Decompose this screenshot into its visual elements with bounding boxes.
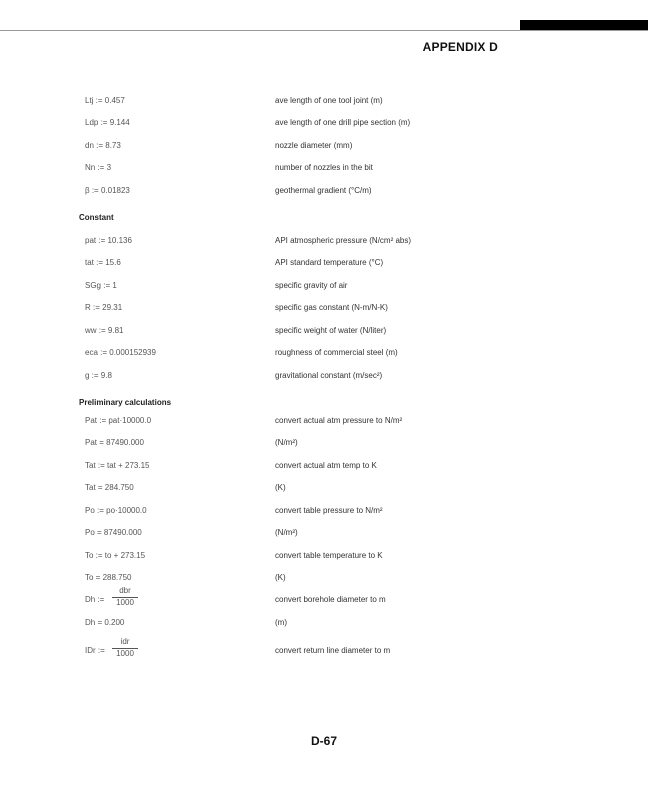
equation-row (0, 573, 648, 589)
equation-description: (m) (275, 618, 287, 627)
equation-lhs: β := 0.01823 (85, 186, 130, 195)
equation-description: number of nozzles in the bit (275, 163, 373, 172)
equation-row (0, 371, 648, 387)
equation-description: ave length of one drill pipe section (m) (275, 118, 411, 127)
fraction-numerator: idr (120, 637, 130, 646)
equation-row (0, 236, 648, 252)
equation-lhs: pat := 10.136 (85, 236, 132, 245)
fraction-equation-row (0, 637, 648, 662)
equation-description: specific gravity of air (275, 281, 348, 290)
equation-row (0, 96, 648, 112)
equation-lhs: dn := 8.73 (85, 141, 121, 150)
equation-description: convert actual atm pressure to N/m² (275, 416, 403, 425)
page-number: D-67 (310, 734, 337, 748)
equation-description: specific weight of water (N/liter) (275, 326, 387, 335)
equation-lhs: Dh = 0.200 (85, 618, 125, 627)
equation-lhs: To := to + 273.15 (85, 551, 146, 560)
equation-row (0, 141, 648, 157)
equation-lhs: Tat := tat + 273.15 (85, 461, 150, 470)
equation-lhs: eca := 0.000152939 (85, 348, 156, 357)
equation-lhs: R := 29.31 (85, 303, 123, 312)
equation-description: convert actual atm temp to K (275, 461, 377, 470)
fraction (110, 586, 140, 616)
equation-description: API standard temperature (°C) (275, 258, 384, 267)
fraction-lhs-prefix: Dh := (85, 595, 105, 604)
equation-row (0, 186, 648, 202)
equation-description: convert table pressure to N/m² (275, 506, 383, 515)
equation-description: convert borehole diameter to m (275, 595, 386, 604)
equation-description: convert return line diameter to m (275, 646, 391, 655)
equation-description: (K) (275, 483, 286, 492)
section-heading-constant: Constant (79, 213, 114, 222)
equation-row (0, 618, 648, 634)
equation-description: nozzle diameter (mm) (275, 141, 353, 150)
equation-description: (N/m²) (275, 528, 298, 537)
equation-lhs: Nn := 3 (85, 163, 112, 172)
equation-row (0, 461, 648, 477)
equation-row (0, 483, 648, 499)
appendix-label: APPENDIX D (422, 40, 498, 54)
equation-row (0, 258, 648, 274)
equation-lhs: Po = 87490.000 (85, 528, 142, 537)
equation-row (0, 416, 648, 432)
equation-description: (N/m²) (275, 438, 298, 447)
equation-lhs: Ltj := 0.457 (85, 96, 125, 105)
header-rule (0, 30, 648, 31)
fraction-denominator: 1000 (116, 649, 134, 658)
equation-lhs: ww := 9.81 (85, 326, 124, 335)
fraction-numerator: dbr (119, 586, 131, 595)
equation-description: ave length of one tool joint (m) (275, 96, 383, 105)
equation-description: API atmospheric pressure (N/cm² abs) (275, 236, 412, 245)
fraction-denominator: 1000 (116, 598, 134, 607)
equation-lhs: g := 9.8 (85, 371, 112, 380)
equation-description: geothermal gradient (°C/m) (275, 186, 372, 195)
equation-row (0, 528, 648, 544)
equation-lhs: Ldp := 9.144 (85, 118, 130, 127)
equation-description: roughness of commercial steel (m) (275, 348, 398, 357)
equation-row (0, 163, 648, 179)
equation-description: convert table temperature to K (275, 551, 383, 560)
fraction-equation-row (0, 586, 648, 611)
equation-lhs: Pat := pat·10000.0 (85, 416, 152, 425)
fraction (110, 637, 140, 667)
section-heading-preliminary: Preliminary calculations (79, 398, 172, 407)
equation-row (0, 506, 648, 522)
equation-description: specific gas constant (N-m/N-K) (275, 303, 388, 312)
equation-row (0, 438, 648, 454)
fraction-lhs-prefix: IDr := (85, 646, 105, 655)
equation-row (0, 551, 648, 567)
equation-lhs: Po := po·10000.0 (85, 506, 147, 515)
equation-description: gravitational constant (m/sec²) (275, 371, 383, 380)
equation-lhs: SGg := 1 (85, 281, 117, 290)
equation-lhs: Pat = 87490.000 (85, 438, 144, 447)
equation-row (0, 348, 648, 364)
equation-row (0, 303, 648, 319)
equation-row (0, 281, 648, 297)
equation-row (0, 118, 648, 134)
equation-row (0, 326, 648, 342)
equation-lhs: To = 288.750 (85, 573, 132, 582)
equation-lhs: Tat = 284.750 (85, 483, 134, 492)
equation-description: (K) (275, 573, 286, 582)
equation-lhs: tat := 15.6 (85, 258, 121, 267)
